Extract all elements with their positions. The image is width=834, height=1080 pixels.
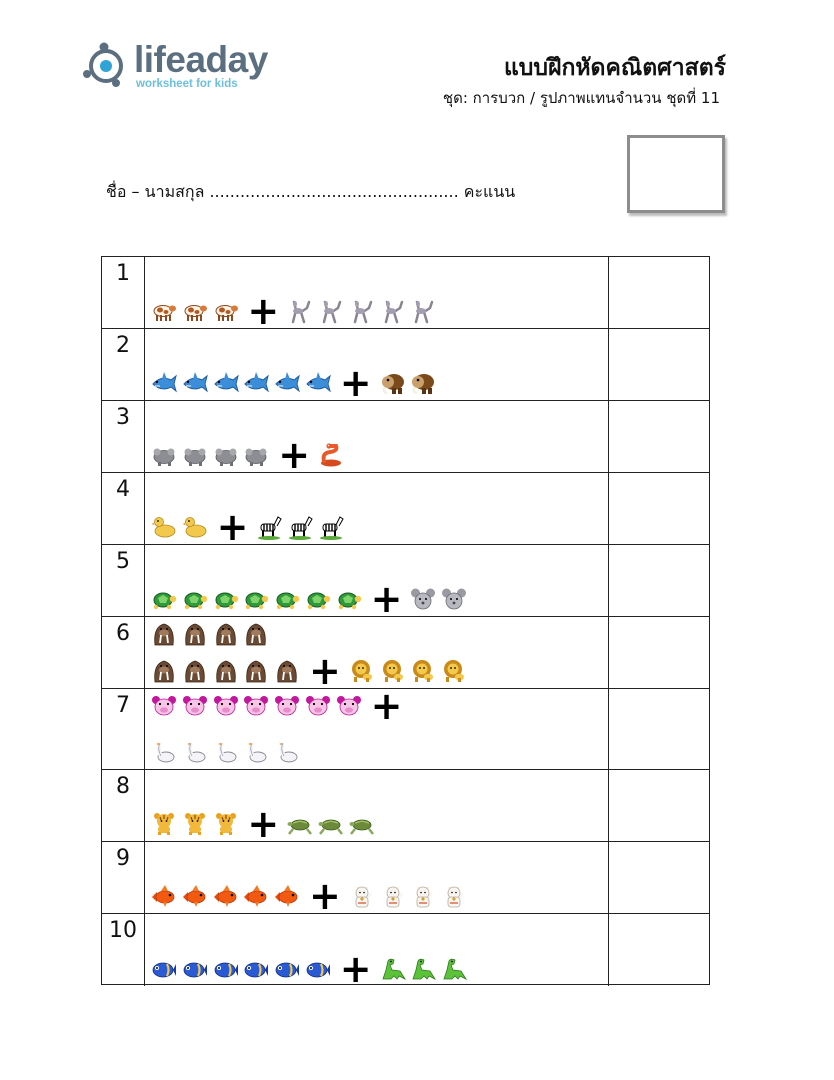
picture-line xyxy=(151,649,472,693)
picture-line xyxy=(151,621,274,647)
goose-icon xyxy=(213,739,239,765)
plus-sign: + xyxy=(216,505,249,549)
pig-icon xyxy=(336,693,362,719)
goldfish-icon xyxy=(182,883,208,909)
turtle-icon xyxy=(182,586,208,612)
walrus-icon xyxy=(151,621,177,647)
pig-icon xyxy=(213,693,239,719)
donkey-icon xyxy=(349,298,375,324)
problem-number: 3 xyxy=(116,405,130,430)
lucky-cat-icon xyxy=(441,883,467,909)
picture-cell xyxy=(145,684,609,769)
walrus-icon xyxy=(243,621,269,647)
blue-fish-icon xyxy=(151,956,177,982)
mouse-icon xyxy=(441,586,467,612)
donkey-icon xyxy=(318,298,344,324)
zebra-icon xyxy=(287,514,313,540)
shark-icon xyxy=(243,370,269,396)
picture-cell xyxy=(145,329,609,405)
problem-number-cell xyxy=(102,770,145,841)
shark-icon xyxy=(305,370,331,396)
blue-fish-icon xyxy=(305,956,331,982)
snake-icon xyxy=(318,442,344,468)
logo-tagline: worksheet for kids xyxy=(136,78,238,90)
picture-cell xyxy=(145,914,609,991)
goldfish-icon xyxy=(213,883,239,909)
picture-line xyxy=(151,802,380,846)
problem-number: 7 xyxy=(116,693,130,718)
picture-cell xyxy=(145,473,609,549)
problem-number: 1 xyxy=(116,261,130,286)
picture-line xyxy=(151,361,441,405)
picture-line xyxy=(151,947,472,991)
goldfish-icon xyxy=(243,883,269,909)
rat-icon xyxy=(151,442,177,468)
cow-icon xyxy=(151,298,177,324)
blue-fish-icon xyxy=(274,956,300,982)
walrus-icon xyxy=(182,621,208,647)
shark-icon xyxy=(274,370,300,396)
problem-row xyxy=(102,617,709,693)
plus-sign: + xyxy=(370,684,403,728)
lucky-cat-icon xyxy=(380,883,406,909)
goldfish-icon xyxy=(274,883,300,909)
sea-turtle-icon xyxy=(287,811,313,837)
donkey-icon xyxy=(380,298,406,324)
goldfish-icon xyxy=(151,883,177,909)
turtle-icon xyxy=(243,586,269,612)
page-subtitle: ชุด: การบวก / รูปภาพแทนจำนวน ชุดที่ 11 xyxy=(442,89,720,107)
problem-row xyxy=(102,684,709,770)
zebra-icon xyxy=(318,514,344,540)
walrus-icon xyxy=(182,658,208,684)
problem-number-cell xyxy=(102,329,145,400)
walrus-icon xyxy=(274,658,300,684)
plus-sign: + xyxy=(308,649,341,693)
page-title: แบบฝึกหัดคณิตศาสตร์ xyxy=(503,55,726,81)
problem-number: 6 xyxy=(116,621,130,646)
answer-cell[interactable] xyxy=(609,473,709,544)
picture-cell xyxy=(145,545,609,621)
picture-line xyxy=(151,739,305,765)
picture-cell xyxy=(145,770,609,846)
rat-icon xyxy=(243,442,269,468)
pig-icon xyxy=(151,693,177,719)
walrus-icon xyxy=(151,658,177,684)
problem-row xyxy=(102,329,709,405)
duck-icon xyxy=(151,514,177,540)
problem-number-cell xyxy=(102,545,145,616)
answer-cell[interactable] xyxy=(609,257,709,328)
blue-fish-icon xyxy=(182,956,208,982)
walrus-icon xyxy=(243,658,269,684)
shark-icon xyxy=(151,370,177,396)
turtle-icon xyxy=(151,586,177,612)
problem-number: 5 xyxy=(116,549,130,574)
answer-cell[interactable] xyxy=(609,329,709,400)
pig-icon xyxy=(305,693,331,719)
turtle-icon xyxy=(305,586,331,612)
problem-number: 8 xyxy=(116,774,130,799)
logo-molecule-icon xyxy=(82,40,130,88)
problem-number: 9 xyxy=(116,846,130,871)
picture-line xyxy=(151,684,410,728)
logo-wordmark: lifeaday xyxy=(134,39,268,80)
problem-number: 2 xyxy=(116,333,130,358)
plus-sign: + xyxy=(370,577,403,621)
goose-icon xyxy=(182,739,208,765)
problem-row xyxy=(102,401,709,477)
plus-sign: + xyxy=(339,361,372,405)
turtle-icon xyxy=(274,586,300,612)
answer-cell[interactable] xyxy=(609,617,709,688)
lucky-cat-icon xyxy=(410,883,436,909)
turtle-icon xyxy=(213,586,239,612)
sea-turtle-icon xyxy=(349,811,375,837)
problem-row xyxy=(102,257,709,333)
name-score-line: ชื่อ – นามสกุล ................................................. คะแนน xyxy=(106,182,516,201)
mammoth-icon xyxy=(410,370,436,396)
answer-cell[interactable] xyxy=(609,545,709,616)
problem-number-cell xyxy=(102,842,145,913)
blue-fish-icon xyxy=(243,956,269,982)
cow-icon xyxy=(213,298,239,324)
cow-icon xyxy=(182,298,208,324)
donkey-icon xyxy=(410,298,436,324)
plus-sign: + xyxy=(308,874,341,918)
tiger-icon xyxy=(182,811,208,837)
dinosaur-icon xyxy=(410,956,436,982)
plus-sign: + xyxy=(339,947,372,991)
picture-line xyxy=(151,874,472,918)
picture-line xyxy=(151,577,472,621)
rat-icon xyxy=(182,442,208,468)
goose-icon xyxy=(243,739,269,765)
walrus-icon xyxy=(213,658,239,684)
picture-line xyxy=(151,289,441,333)
plus-sign: + xyxy=(278,433,311,477)
goose-icon xyxy=(274,739,300,765)
score-box[interactable] xyxy=(627,135,725,213)
picture-cell xyxy=(145,401,609,477)
picture-cell xyxy=(145,257,609,333)
pig-icon xyxy=(243,693,269,719)
donkey-icon xyxy=(287,298,313,324)
lucky-cat-icon xyxy=(349,883,375,909)
sea-turtle-icon xyxy=(318,811,344,837)
lion-icon xyxy=(380,658,406,684)
answer-cell[interactable] xyxy=(609,842,709,913)
picture-line xyxy=(151,505,349,549)
shark-icon xyxy=(182,370,208,396)
tiger-icon xyxy=(151,811,177,837)
mammoth-icon xyxy=(380,370,406,396)
problem-number-cell xyxy=(102,689,145,769)
pig-icon xyxy=(182,693,208,719)
blue-fish-icon xyxy=(213,956,239,982)
turtle-icon xyxy=(336,586,362,612)
picture-cell xyxy=(145,842,609,918)
answer-cell[interactable] xyxy=(609,689,709,769)
problem-number-cell xyxy=(102,617,145,688)
walrus-icon xyxy=(213,621,239,647)
plus-sign: + xyxy=(247,802,280,846)
problem-number-cell xyxy=(102,401,145,472)
lion-icon xyxy=(441,658,467,684)
lion-icon xyxy=(410,658,436,684)
shark-icon xyxy=(213,370,239,396)
problem-row xyxy=(102,545,709,621)
problem-row xyxy=(102,770,709,846)
picture-line xyxy=(151,433,349,477)
zebra-icon xyxy=(256,514,282,540)
problem-number: 10 xyxy=(109,918,137,943)
pig-icon xyxy=(274,693,300,719)
problem-number: 4 xyxy=(116,477,130,502)
answer-cell[interactable] xyxy=(609,914,709,986)
tiger-icon xyxy=(213,811,239,837)
plus-sign: + xyxy=(247,289,280,333)
mouse-icon xyxy=(410,586,436,612)
problem-row xyxy=(102,842,709,918)
answer-cell[interactable] xyxy=(609,770,709,841)
dinosaur-icon xyxy=(441,956,467,982)
worksheet-table xyxy=(101,256,710,991)
rat-icon xyxy=(213,442,239,468)
problem-number-cell xyxy=(102,914,145,986)
problem-row xyxy=(102,473,709,549)
logo xyxy=(82,38,282,98)
answer-cell[interactable] xyxy=(609,401,709,472)
lion-icon xyxy=(349,658,375,684)
goose-icon xyxy=(151,739,177,765)
problem-number-cell xyxy=(102,473,145,544)
picture-cell xyxy=(145,617,609,693)
problem-number-cell xyxy=(102,257,145,328)
problem-row xyxy=(102,914,709,991)
dinosaur-icon xyxy=(380,956,406,982)
duck-icon xyxy=(182,514,208,540)
